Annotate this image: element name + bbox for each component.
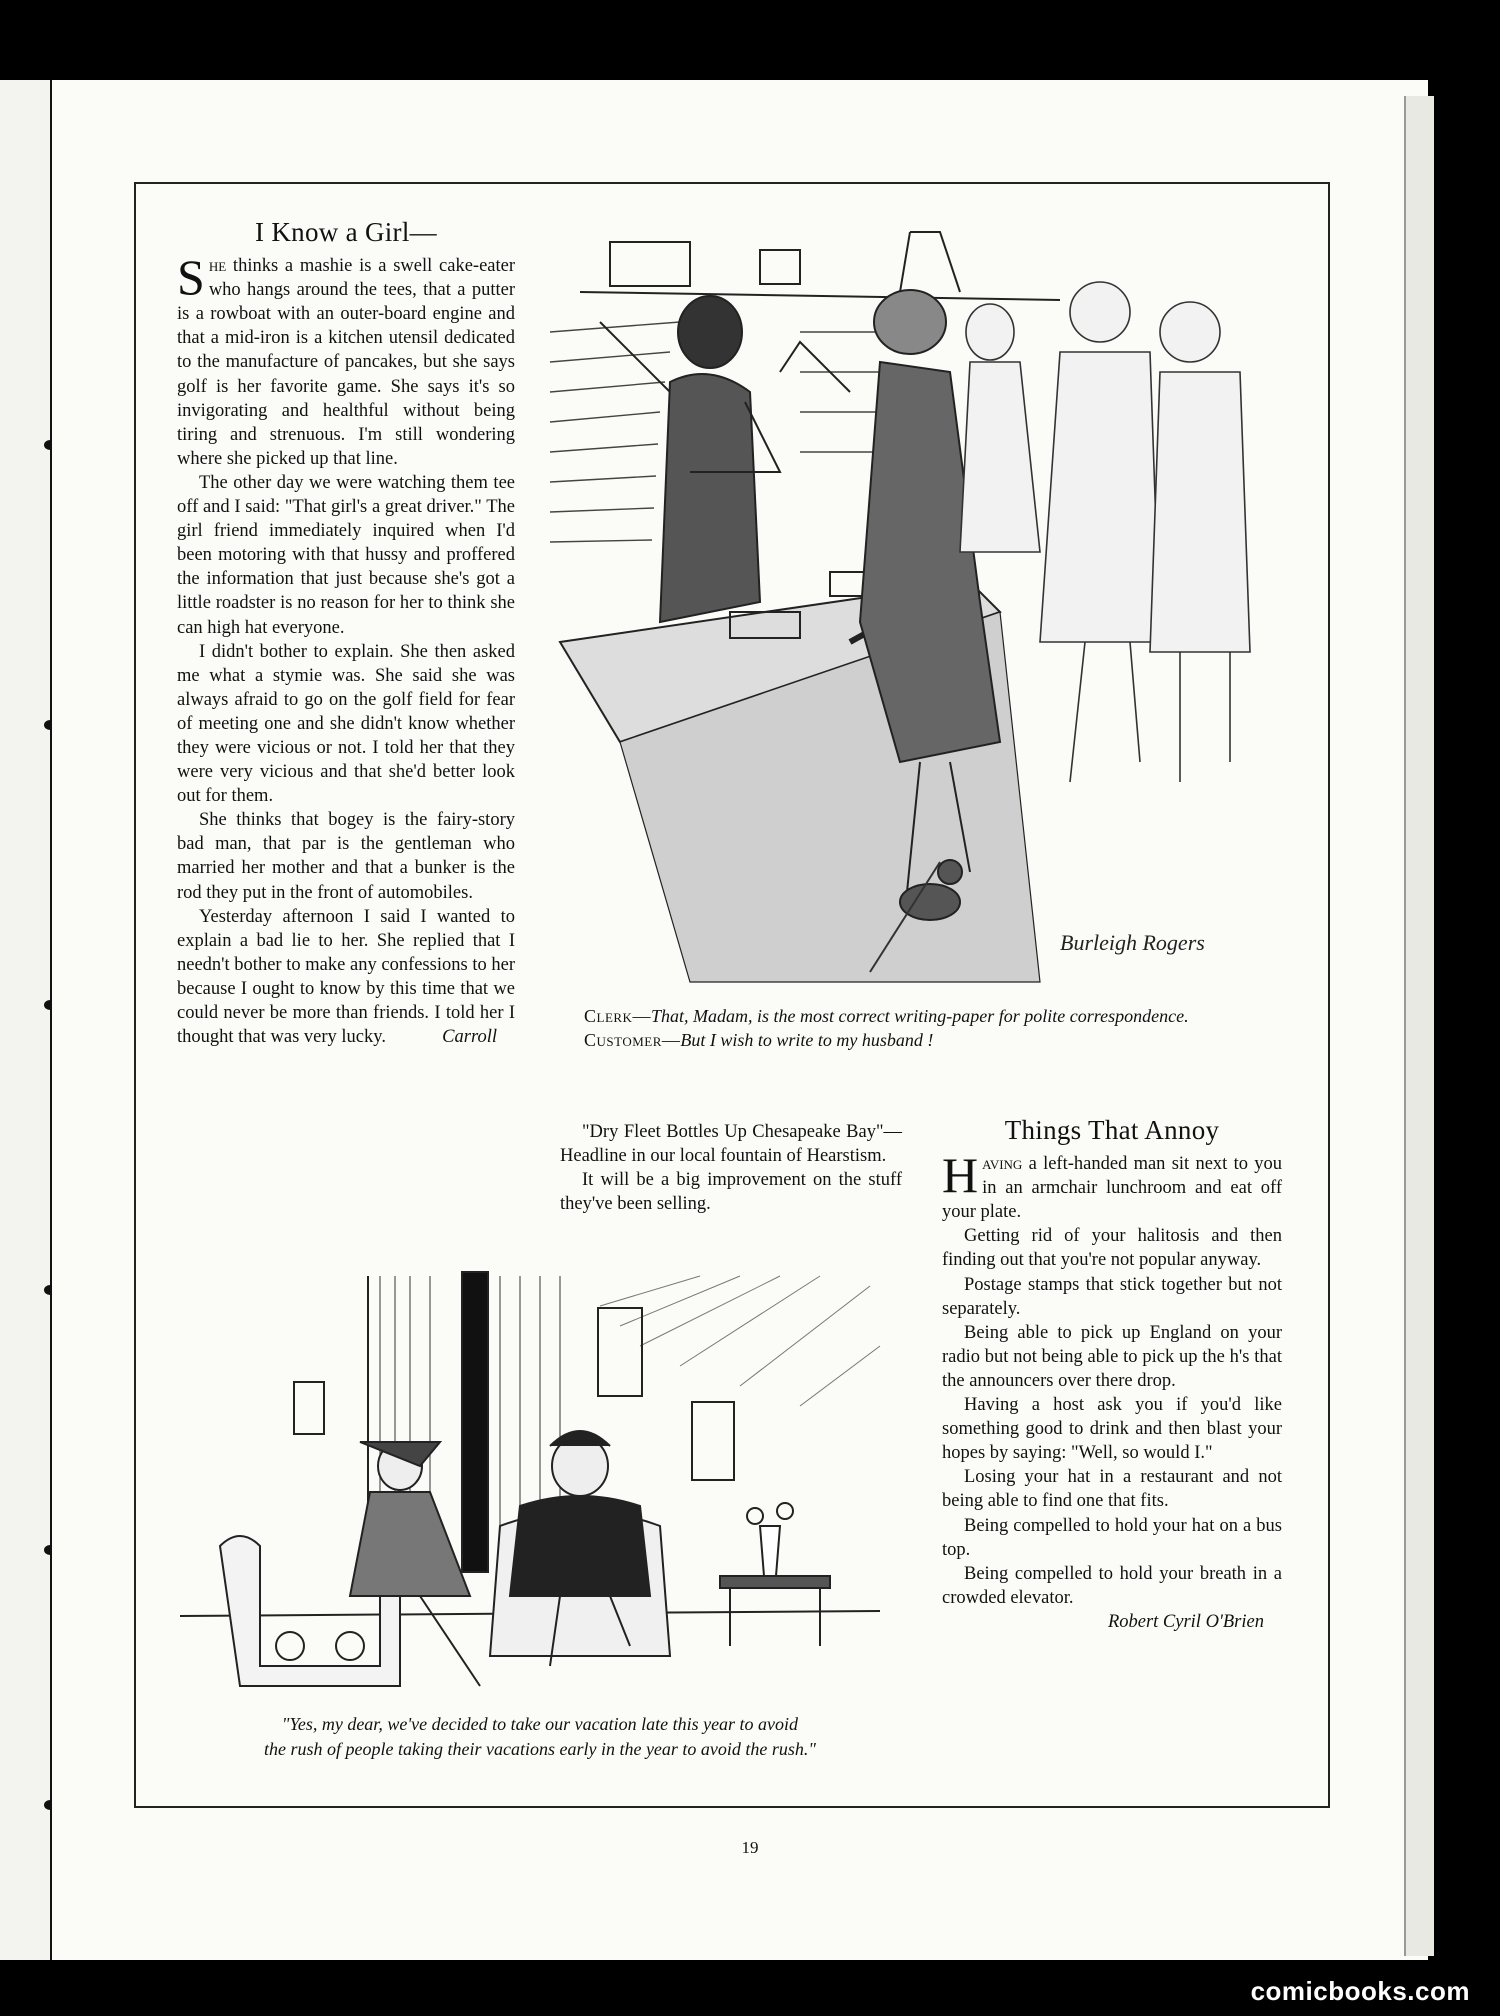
article-paragraph: She thinks a mashie is a swell cake-eater who hangs around the tees, that a putter is a rowboat with an outer-board engine and that a mid-iron is a kitchen utensil dedicated to the manufacture of pancakes, but she says golf is her favorite game. She says it's so invigorating and healthful without being tiring and strenuous. I'm still wondering where she picked up that line. xyxy=(177,249,515,469)
cartoon-caption xyxy=(584,1004,1244,1052)
caption-clerk: Clerk—That, Madam, is the most correct writing-paper for polite correspondence. xyxy=(584,1006,1189,1026)
wall-picture xyxy=(692,1402,734,1480)
watermark: comicbooks.com xyxy=(1250,1976,1470,2006)
display-box xyxy=(610,242,690,286)
calendar-display xyxy=(760,250,800,284)
article-paragraph: Having a left-handed man sit next to you in an armchair lunchroom and eat off your plate. xyxy=(942,1147,1282,1223)
shelf-line xyxy=(580,292,1060,300)
annoyance-item: Being able to pick up England on your radio but not being able to pick up the h's that the announcers over there drop. xyxy=(942,1322,1282,1391)
article-paragraph: Yesterday afternoon I said I wanted to explain a bad lie to her. She replied that I needn't bother to make any confessions to her because I ought to know by this time that we could never be more than friends. I told her I thought that was very lucky. Carroll xyxy=(177,905,515,1050)
page-number: 19 xyxy=(741,1838,759,1857)
artist-signature: Burleigh Rogers xyxy=(1060,930,1205,955)
page-edge xyxy=(1404,96,1434,1956)
annoyance-item: Losing your hat in a restaurant and not being able to find one that fits. xyxy=(942,1467,1282,1512)
cartoon-living-room xyxy=(180,1266,900,1710)
article-title: Things That Annoy xyxy=(1004,1115,1220,1145)
author-signature: Carroll xyxy=(442,1027,497,1048)
article-paragraph: It will be a big improvement on the stuff they've been selling. xyxy=(560,1170,902,1215)
annoyance-item: Being compelled to hold your hat on a bus top. xyxy=(942,1515,1282,1560)
cartoon-stationery-shop xyxy=(540,222,1280,992)
caption-customer: Customer—But I wish to write to my husband ! xyxy=(584,1030,934,1050)
article-things-that-annoy xyxy=(942,1115,1282,1634)
annoyance-item: Getting rid of your halitosis and then finding out that you're not popular anyway. xyxy=(942,1226,1282,1271)
annoyance-item: Postage stamps that stick together but not separately. xyxy=(942,1274,1282,1319)
drop-cap: H xyxy=(942,1147,979,1204)
wall-picture xyxy=(598,1308,642,1396)
clerk-figure xyxy=(600,296,780,622)
wall-picture xyxy=(294,1382,324,1434)
binding-spine xyxy=(0,80,52,1960)
article-title: I Know a Girl— xyxy=(255,217,437,247)
slim-woman-figure xyxy=(350,1442,480,1686)
article-paragraph: The other day we were watching them tee off and I said: "That girl's a great driver." The girl friend immediately inquired when I'd been motoring with that hussy and proffered the information that just because she's got a little roadster is no reason for her to think she can high hat everyone. xyxy=(177,472,515,638)
annoyance-item: Having a host ask you if you'd like something good to drink and then blast your hopes by saying: "Well, so would I." xyxy=(942,1395,1282,1464)
article-paragraph: She thinks that bogey is the fairy-story bad man, that par is the gentleman who married her mother and that a bunker is the rod they put in the front of automobiles. xyxy=(177,810,515,903)
author-signature: Robert Cyril O'Brien xyxy=(1107,1611,1264,1632)
window-frame xyxy=(462,1272,488,1572)
article-paragraph: I didn't bother to explain. She then asked me what a stymie was. She said she was always afraid to go on the golf field for fear of meeting one and she didn't know whether they were vicious or not. I told her that they were very vicious and that she'd better look out for them. xyxy=(177,641,515,807)
side-table xyxy=(720,1503,830,1646)
article-dry-fleet xyxy=(560,1120,902,1216)
annoyance-item: Being compelled to hold your breath in a crowded elevator. xyxy=(942,1563,1282,1608)
article-paragraph: "Dry Fleet Bottles Up Chesapeake Bay"—Headline in our local fountain of Hearstism. xyxy=(560,1122,902,1167)
drop-cap: S xyxy=(177,249,205,306)
easel-display xyxy=(900,232,960,292)
article-i-know-a-girl xyxy=(177,217,515,1049)
cartoon-caption: "Yes, my dear, we've decided to take our vacation late this year to avoid the rush of people taking their vacations early in the year to avoid the rush." xyxy=(264,1714,816,1759)
